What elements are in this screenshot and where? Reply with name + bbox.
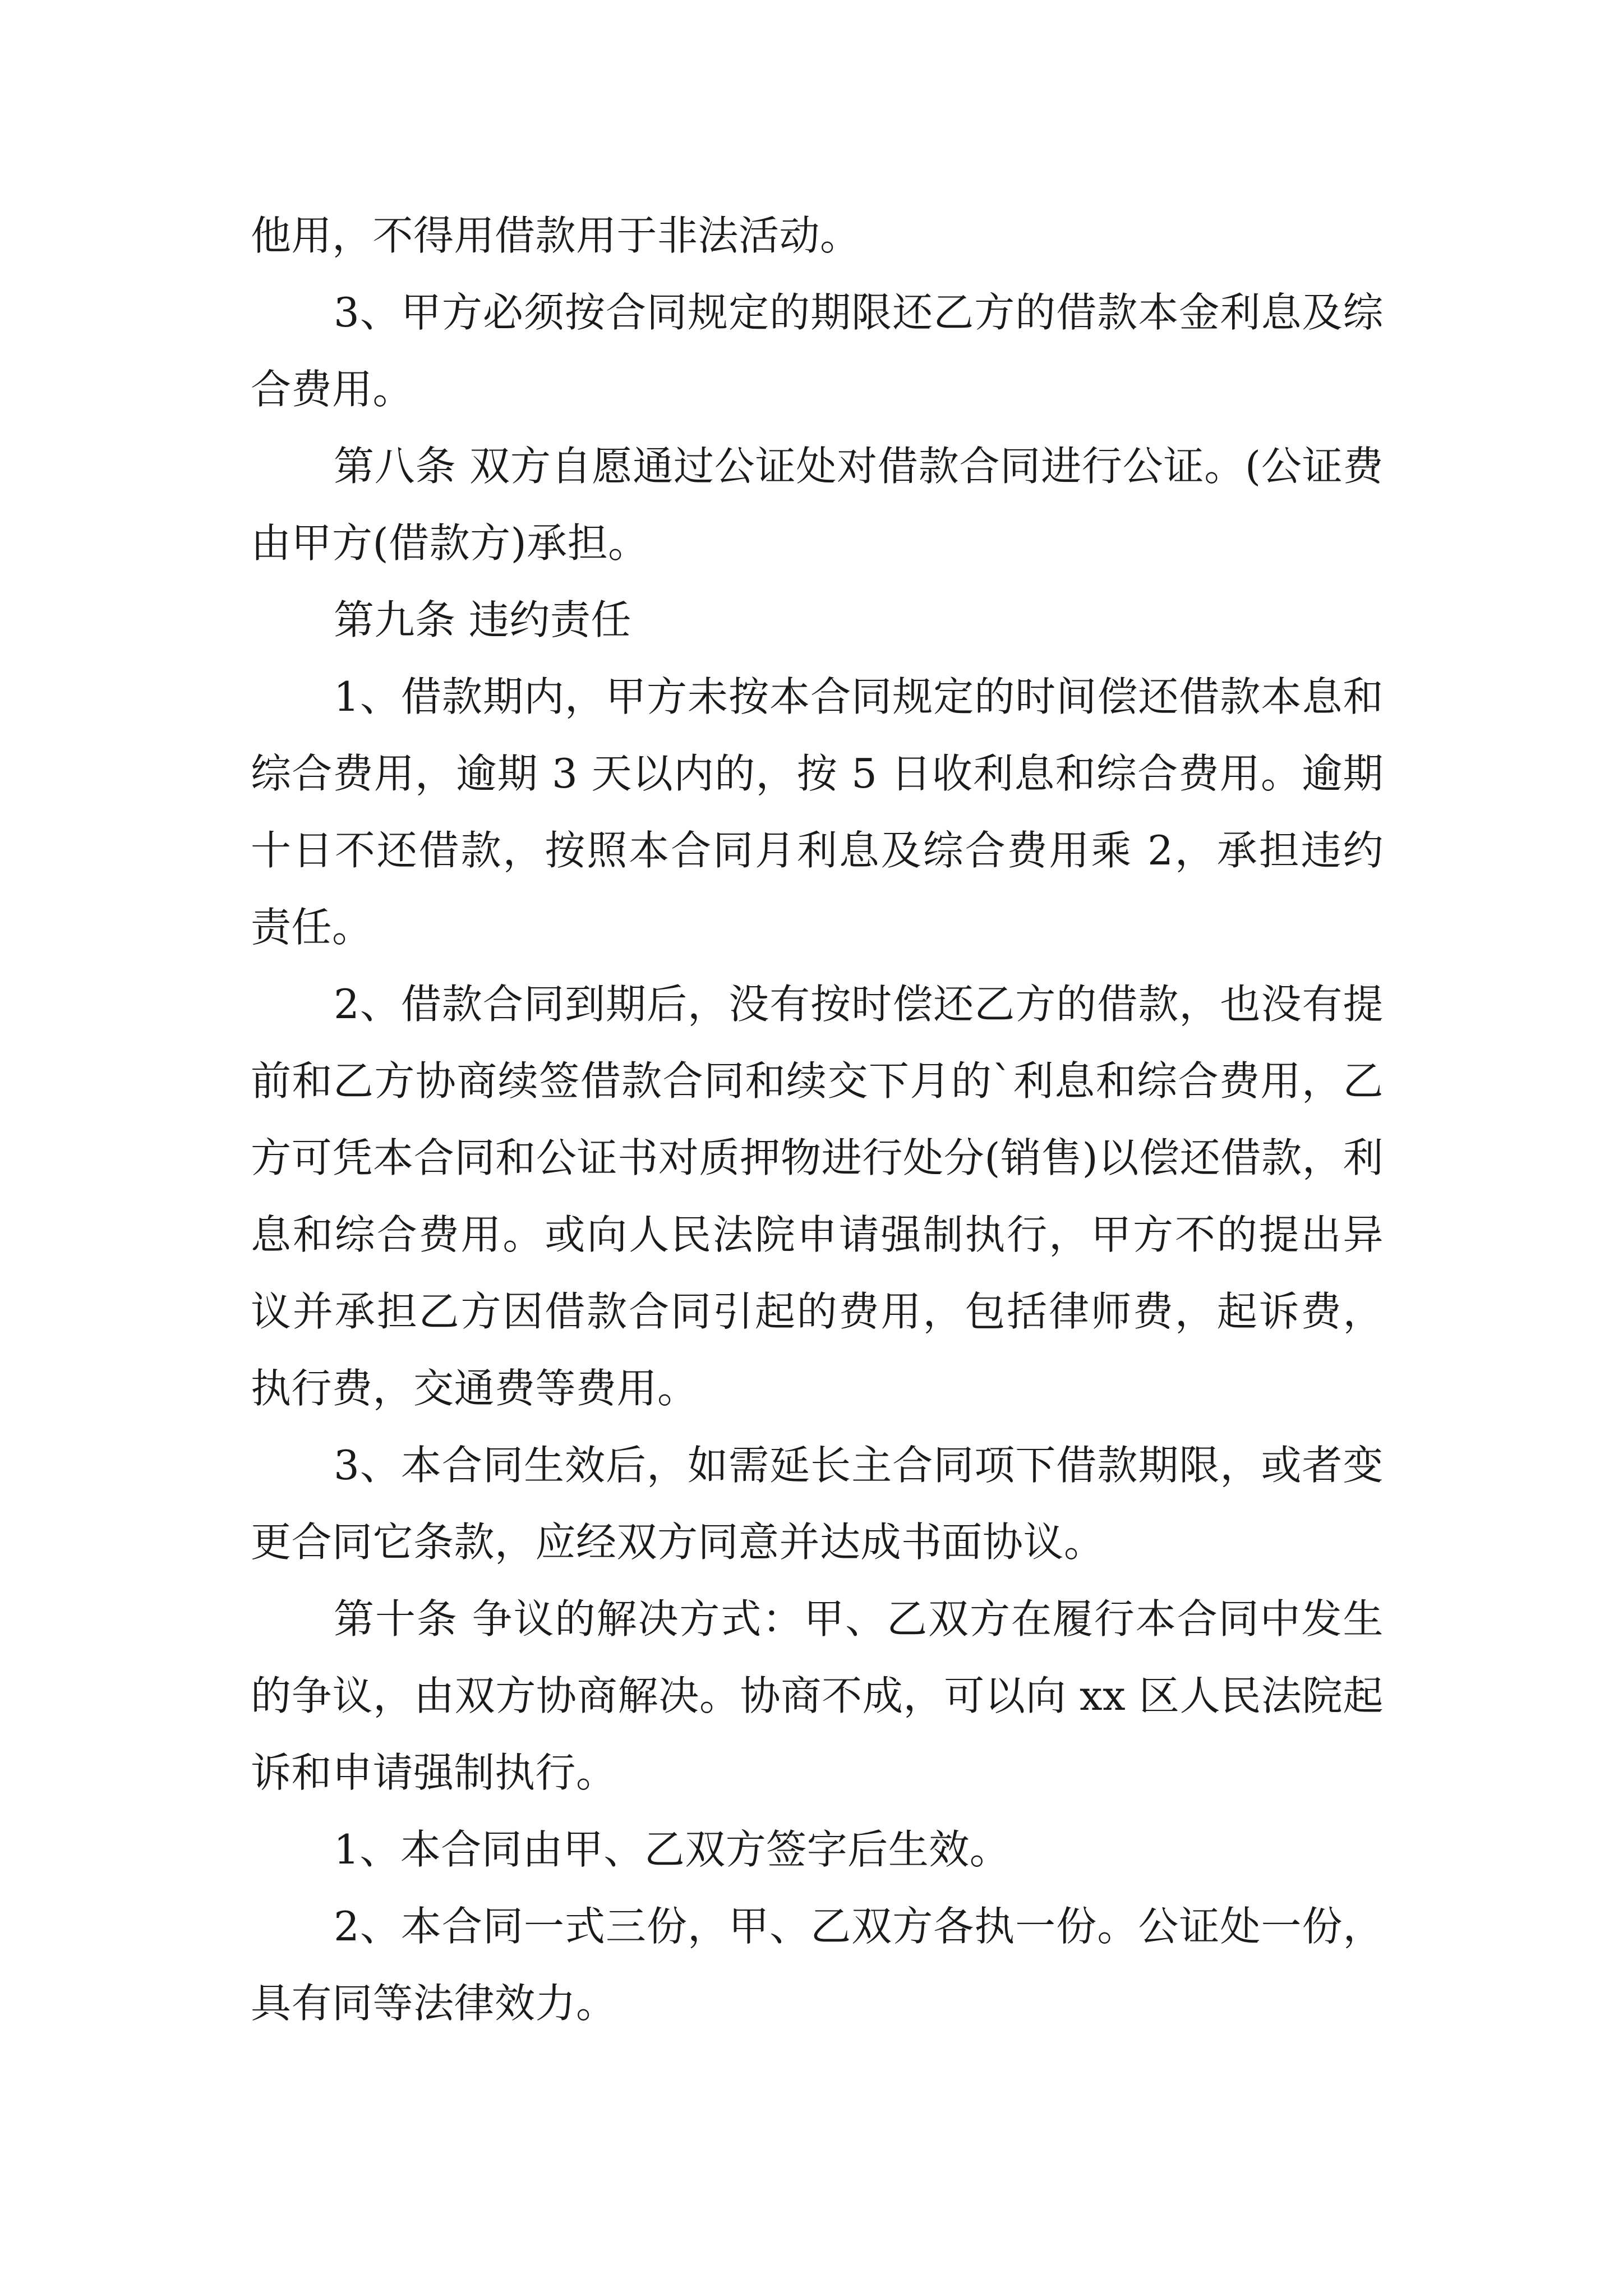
paragraph-article-9-item-3: 3、本合同生效后，如需延长主合同项下借款期限，或者变更合同它条款，应经双方同意并达成书面协议。 (251, 1442, 1384, 1566)
paragraph-article-10: 第十条 争议的解决方式：甲、乙双方在履行本合同中发生的争议，由双方协商解决。协商不成，可以向 xx 区人民法院起诉和申请强制执行。 (251, 1595, 1384, 1796)
paragraph-effect-item-2: 2、本合同一式三份，甲、乙双方各执一份。公证处一份，具有同等法律效力。 (251, 1903, 1384, 2027)
paragraph-article-9-item-1: 1、借款期内，甲方未按本合同规定的时间偿还借款本息和综合费用，逾期 3 天以内的，按 5 日收利息和综合费用。逾期十日不还借款，按照本合同月利息及综合费用乘 2，承担违约责任。 (251, 673, 1384, 951)
paragraph-clause-3-repayment: 3、甲方必须按合同规定的期限还乙方的借款本金利息及综合费用。 (251, 289, 1384, 413)
paragraph-article-8: 第八条 双方自愿通过公证处对借款合同进行公证。(公证费由甲方(借款方)承担。 (251, 443, 1384, 567)
document-body (251, 197, 1384, 2042)
paragraph-continuation: 他用，不得用借款用于非法活动。 (251, 212, 861, 259)
heading-article-9: 第九条 违约责任 (334, 596, 631, 643)
paragraph-effect-item-1: 1、本合同由甲、乙双方签字后生效。 (334, 1826, 1011, 1873)
paragraph-article-9-item-2: 2、借款合同到期后，没有按时偿还乙方的借款，也没有提前和乙方协商续签借款合同和续交下月的`利息和综合费用，乙方可凭本合同和公证书对质押物进行处分(销售)以偿还借款，利息和综合费用。或向人民法院申请强制执行，甲方不的提出异议并承担乙方因借款合同引起的费用，包括律师费，起诉费，执行费，交通费等费用。 (251, 981, 1384, 1412)
